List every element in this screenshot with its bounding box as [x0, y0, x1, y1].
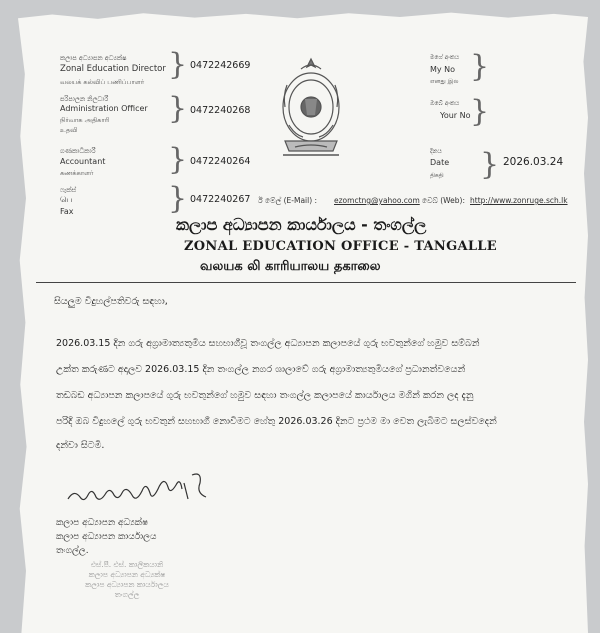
email-address[interactable] — [334, 196, 420, 205]
my-no-label-ta: எனது இல — [430, 78, 459, 85]
body-line-1: 2026.03.15 දින ගරු අග්‍රාමාත්‍යතුමිය සහභාගීවූ තංගල්ල අධ්‍යාපන කලාපයේ ගුරු භවතුන්ගේ හමුව සම්බන් — [56, 338, 480, 349]
fax-label-si: ෆැක්ස් — [60, 186, 77, 194]
web-address[interactable] — [470, 196, 578, 205]
signatory-title-3: තංගල්ල. — [56, 546, 89, 556]
fax-label-en: Fax — [60, 207, 74, 216]
body-line-2: උක්ත කරුණට අදාලව 2026.03.15 දින තංගල්ල නගර ශාලාවේ ගරු අග්‍රාමාත්‍යතුමියගේ ප්‍රධානත්වයෙන් — [56, 364, 466, 375]
admin-brace: } — [168, 91, 188, 126]
your-no-brace: } — [470, 94, 490, 129]
email-label: ඊ මේල් (E-Mail) : — [258, 196, 318, 205]
sri-lanka-emblem — [275, 55, 347, 167]
date-label-en: Date — [430, 158, 450, 167]
handwritten-signature — [60, 465, 220, 515]
admin-phone: 0472240268 — [190, 105, 251, 116]
body-line-3: තඩබඩ අධ්‍යාපන කලාපයේ ගුරු භවතුන්ගේ හමුව සඳහා තංගල්ල කලාපයේ කාර්යාලය මගින් කරන ලද දැනු — [56, 390, 474, 401]
office-title-en: ZONAL EDUCATION OFFICE - TANGALLE — [184, 239, 497, 254]
official-stamp — [52, 560, 202, 600]
body-line-4: පරිදි ඔබ විදුහලේ ගුරු භවතුන් සහභාගී නොවීමට හේතු 2026.03.26 දිනට ප්‍රථම මා වෙත ලැබීමට සලස්වදෙන් — [56, 416, 497, 427]
admin-label-si: පරිපාලන නිලධාරී — [60, 95, 109, 103]
admin-label-ta1: நிர்வாக அதிகாரி — [60, 116, 110, 124]
email-link[interactable]: ezomctng@yahoo.com — [334, 196, 420, 205]
stamp-line-1: එස්.පී. එස්. කාලිකයානි — [90, 560, 164, 569]
date-label-ta: திகதி — [430, 172, 444, 179]
salutation: සියලුම විදුහල්පතිවරු සඳහා, — [54, 296, 168, 307]
accountant-label-en: Accountant — [60, 157, 106, 166]
fax-brace: } — [168, 181, 188, 216]
your-no-label-en: Your No — [440, 111, 471, 120]
date-brace: } — [480, 147, 500, 182]
date-value: 2026.03.24 — [503, 156, 564, 168]
signatory-title-2: කලාප අධ්‍යාපන කාර්යාලය — [56, 532, 157, 542]
stamp-line-3: කලාප අධ්‍යාපන කාර්යාලය — [85, 580, 169, 589]
my-no-label-si: මගේ අංකය — [430, 54, 460, 61]
my-no-label-en: My No — [430, 65, 456, 74]
body-line-5: දන්වා සිටමි. — [56, 440, 105, 451]
office-title-si: කලාප අධ්‍යාපන කාර්යාලය - තංගල්ල — [176, 215, 427, 234]
web-label: වෙබ් (Web): — [422, 196, 465, 205]
my-no-brace: } — [470, 49, 490, 84]
director-label-si: කලාප අධ්‍යාපන අධ්‍යක්ෂ — [60, 54, 127, 62]
stamp-line-4: තංගල්ල — [114, 590, 140, 599]
fax-label-ta: பெ — [60, 195, 73, 204]
header-rule — [36, 282, 576, 283]
director-phone: 0472242669 — [190, 60, 251, 71]
accountant-label-ta: கணக்காளர் — [60, 169, 94, 177]
stamp-line-2: කලාප අධ්‍යාපන අධ්‍යක්ෂ — [88, 570, 166, 579]
office-title-ta: வலயக லி காரியாலய தகாலை — [200, 259, 381, 274]
admin-label-ta2: உதவி — [60, 126, 78, 134]
admin-label-en: Administration Officer — [60, 104, 148, 113]
your-no-label-si: ඔබේ අංකය — [430, 100, 460, 107]
fax-phone: 0472240267 — [190, 194, 251, 205]
web-link[interactable]: http://www.zonruge.sch.lk — [470, 196, 568, 205]
director-label-ta: வலயக் கல்விப் பணிப்பாளர் — [60, 78, 145, 86]
accountant-label-si: ගණකාධිකාරී — [60, 147, 96, 155]
signatory-title-1: කලාප අධ්‍යාපන අධ්‍යක්ෂ — [56, 518, 149, 528]
accountant-brace: } — [168, 142, 188, 177]
date-label-si: දිනය — [430, 148, 442, 155]
director-label-en: Zonal Education Director — [60, 64, 166, 74]
accountant-phone: 0472240264 — [190, 156, 251, 167]
director-brace: } — [168, 47, 188, 82]
